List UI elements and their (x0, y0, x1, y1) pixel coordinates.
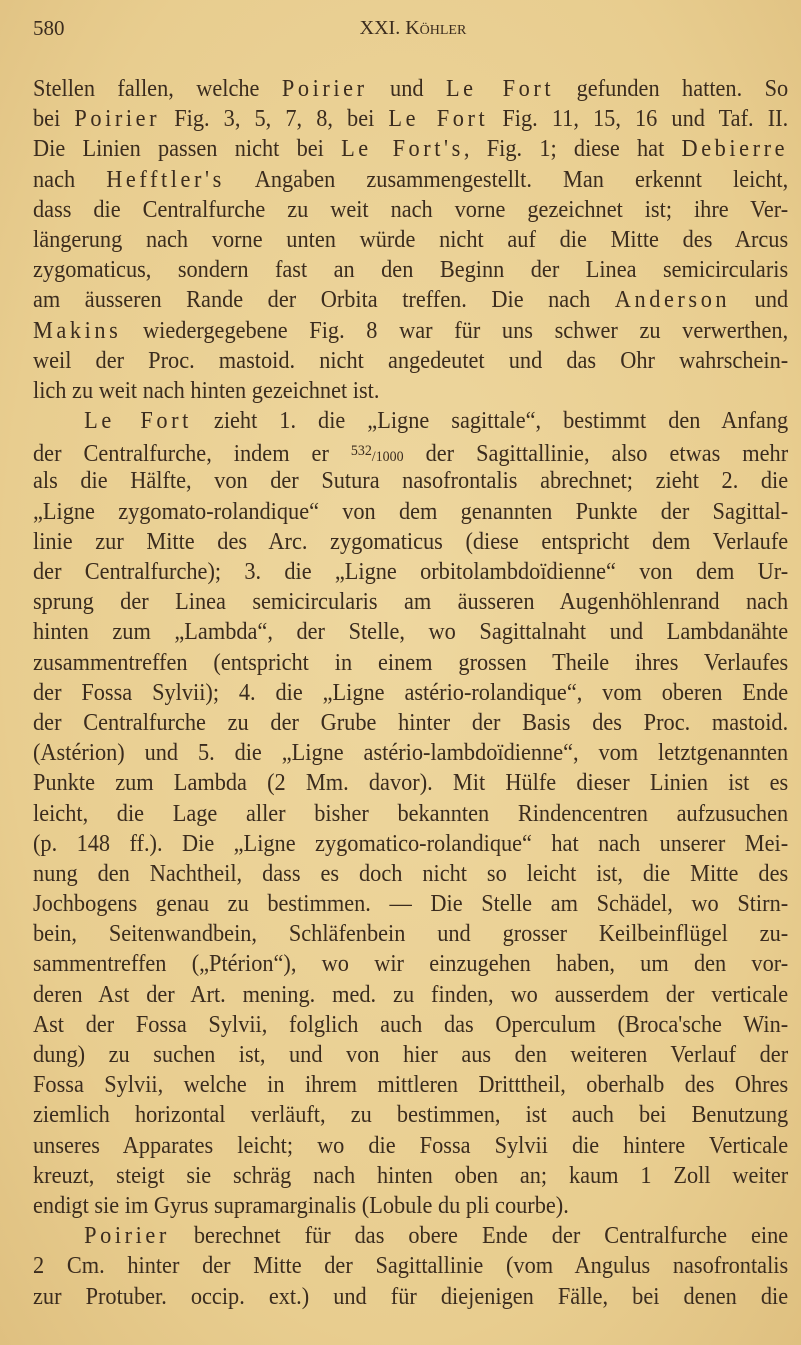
text-line (33, 648, 788, 678)
text-segment: (Astérion) und 5. die „Ligne astério-lambdoïdienne“, vom letztgenannten (33, 740, 789, 767)
text-segment: Stellen fallen, welche (33, 76, 282, 102)
spaced-name: Le Fort (445, 76, 555, 102)
text-line (33, 1191, 788, 1221)
text-line (33, 919, 788, 949)
text-segment: und (730, 287, 789, 314)
text-line (33, 1131, 788, 1161)
text-line (33, 346, 788, 376)
text-segment: zygomaticus, sondern fast an den Beginn der Linea semicircularis (33, 257, 789, 284)
text-segment: , Fig. 1; diese hat (463, 136, 682, 163)
text-segment: bei (33, 106, 75, 133)
spaced-name: Le Fort's (341, 136, 464, 163)
text-segment: Fossa Sylvii, welche in ihrem mittleren Dritttheil, oberhalb des Ohres (33, 1072, 789, 1099)
text-line (33, 527, 788, 557)
text-segment: leicht, die Lage aller bisher bekannten Rindencentren aufzusuchen (33, 800, 789, 827)
text-line (33, 949, 788, 979)
text-line (33, 316, 788, 346)
text-segment: zusammentreffen (entspricht in einem grossen Theile ihres Verlaufes (33, 649, 789, 676)
text-segment: zieht 1. die „Ligne sagittale“, bestimmt den Anfang (191, 408, 789, 435)
text-segment: Punkte zum Lambda (2 Mm. davor). Mit Hülfe dieser Linien ist es (33, 770, 789, 797)
text-segment: kreuzt, steigt sie schräg nach hinten oben an; kaum 1 Zoll weiter (33, 1162, 789, 1189)
body-text (33, 74, 788, 1312)
spaced-name: Debierre (681, 136, 789, 163)
text-segment: unseres Apparates leicht; wo die Fossa Sylvii die hintere Verticale (33, 1132, 789, 1159)
fraction-part: 532 (350, 443, 372, 460)
text-segment: der Centralfurche zu der Grube hinter der Basis des Proc. mastoid. (33, 709, 789, 736)
text-line (33, 829, 788, 859)
text-segment: (p. 148 ff.). Die „Ligne zygomatico-rolandique“ hat nach unserer Mei- (33, 830, 789, 857)
text-segment: Fig. 3, 5, 7, 8, bei (160, 106, 389, 133)
spaced-name: Le Fort (84, 408, 192, 435)
text-line (33, 617, 788, 647)
text-segment: linie zur Mitte des Arc. zygomaticus (diese entspricht dem Verlaufe (33, 528, 789, 555)
text-line (33, 104, 788, 134)
text-line (33, 1040, 788, 1070)
text-segment: der Centralfurche); 3. die „Ligne orbitolambdoïdienne“ von dem Ur- (33, 559, 789, 585)
text-line (33, 436, 788, 466)
text-segment: Angaben zusammengestellt. Man erkennt leicht, (224, 166, 789, 193)
spaced-name: Le Fort (388, 106, 489, 133)
text-line (33, 1070, 788, 1100)
text-segment: weil der Proc. mastoid. nicht angedeutet und das Ohr wahrschein- (33, 347, 789, 374)
page-number: 580 (33, 16, 65, 40)
text-line (33, 708, 788, 738)
text-segment: am äusseren Rande der Orbita treffen. Die nach (33, 287, 615, 314)
text-segment: sprung der Linea semicircularis am äusseren Augenhöhlenrand nach (33, 589, 789, 616)
text-line (33, 889, 788, 919)
text-line (33, 587, 788, 617)
spaced-name: Poirier (281, 76, 368, 102)
text-line (33, 1282, 788, 1312)
text-line (33, 1010, 788, 1040)
text-line (33, 165, 788, 195)
text-line (33, 859, 788, 889)
text-segment: ziemlich horizontal verläuft, zu bestimmen, ist auch bei Benutzung (33, 1102, 789, 1129)
text-segment: nung den Nachtheil, dass es doch nicht so leicht ist, die Mitte des (33, 860, 789, 887)
text-segment: zur Protuber. occip. ext.) und für diejenigen Fälle, bei denen die (33, 1283, 789, 1310)
text-line (33, 557, 788, 587)
text-segment: „Ligne zygomato-rolandique“ von dem genannten Punkte der Sagittal- (33, 498, 789, 525)
text-line (33, 134, 788, 164)
text-line (33, 678, 788, 708)
text-line (33, 195, 788, 225)
text-segment: Jochbogens genau zu bestimmen. — Die Stelle am Schädel, wo Stirn- (33, 891, 789, 918)
text-segment: dung) zu suchen ist, und von hier aus den weiteren Verlauf der (33, 1042, 789, 1068)
text-segment: sammentreffen („Ptérion“), wo wir einzugehen haben, um den vor- (33, 951, 789, 978)
text-segment: lich zu weit nach hinten gezeichnet ist. (33, 377, 380, 404)
text-line (33, 799, 788, 829)
text-segment: längerung nach vorne unten würde nicht auf die Mitte des Arcus (33, 226, 789, 253)
text-line (33, 376, 788, 406)
text-segment: der Fossa Sylvii); 4. die „Ligne astério-rolandique“, vom oberen Ende (33, 679, 789, 706)
text-segment: wiedergegebene Fig. 8 war für uns schwer zu verwerthen, (121, 317, 789, 344)
spaced-name: Poirier (74, 106, 161, 133)
text-line (33, 255, 788, 285)
text-line (33, 466, 788, 496)
text-segment: Fig. 11, 15, 16 und Taf. II. (488, 106, 789, 133)
text-segment: der Centralfurche, indem er (33, 441, 351, 468)
fraction-part: 1000 (375, 449, 404, 466)
text-line (33, 768, 788, 798)
spaced-name: Makins (33, 317, 122, 344)
spaced-name: Anderson (614, 287, 731, 314)
text-line (33, 406, 788, 436)
text-segment: und (367, 76, 446, 102)
text-line (33, 1161, 788, 1191)
text-segment: dass die Centralfurche zu weit nach vorne gezeichnet ist; ihre Ver- (33, 196, 789, 223)
text-segment: der Sagittallinie, also etwas mehr (403, 441, 789, 468)
text-segment: endigt sie im Gyrus supramarginalis (Lobule du pli courbe). (33, 1192, 569, 1219)
text-line (33, 980, 788, 1010)
text-segment: deren Ast der Art. mening. med. zu finden, wo ausserdem der verticale (33, 981, 789, 1008)
text-segment: berechnet für das obere Ende der Centralfurche eine (169, 1223, 789, 1250)
text-line (33, 74, 788, 104)
text-segment: bein, Seitenwandbein, Schläfenbein und grosser Keilbeinflügel zu- (33, 921, 789, 948)
spaced-name: Poirier (84, 1223, 170, 1250)
text-segment: nach (33, 166, 107, 193)
text-line (33, 1251, 788, 1281)
text-segment: hinten zum „Lambda“, der Stelle, wo Sagittalnaht und Lambdanähte (33, 619, 789, 646)
text-line (33, 225, 788, 255)
text-line (33, 497, 788, 527)
text-segment: gefunden hatten. So (554, 76, 789, 102)
spaced-name: Hefftler's (106, 166, 225, 193)
text-segment: Die Linien passen nicht bei (33, 136, 342, 163)
text-line (33, 738, 788, 768)
running-head-text: XXI. Köhler (359, 17, 467, 39)
running-head (0, 17, 801, 40)
text-line (33, 285, 788, 315)
text-segment: Ast der Fossa Sylvii, folglich auch das Operculum (Broca'sche Win- (33, 1011, 789, 1038)
text-line (33, 1100, 788, 1130)
text-line (33, 1221, 788, 1251)
text-segment: 2 Cm. hinter der Mitte der Sagittallinie (vom Angulus nasofrontalis (33, 1253, 789, 1280)
text-segment: als die Hälfte, von der Sutura nasofrontalis abrechnet; zieht 2. die (33, 468, 789, 495)
fraction-part: / (371, 449, 376, 466)
